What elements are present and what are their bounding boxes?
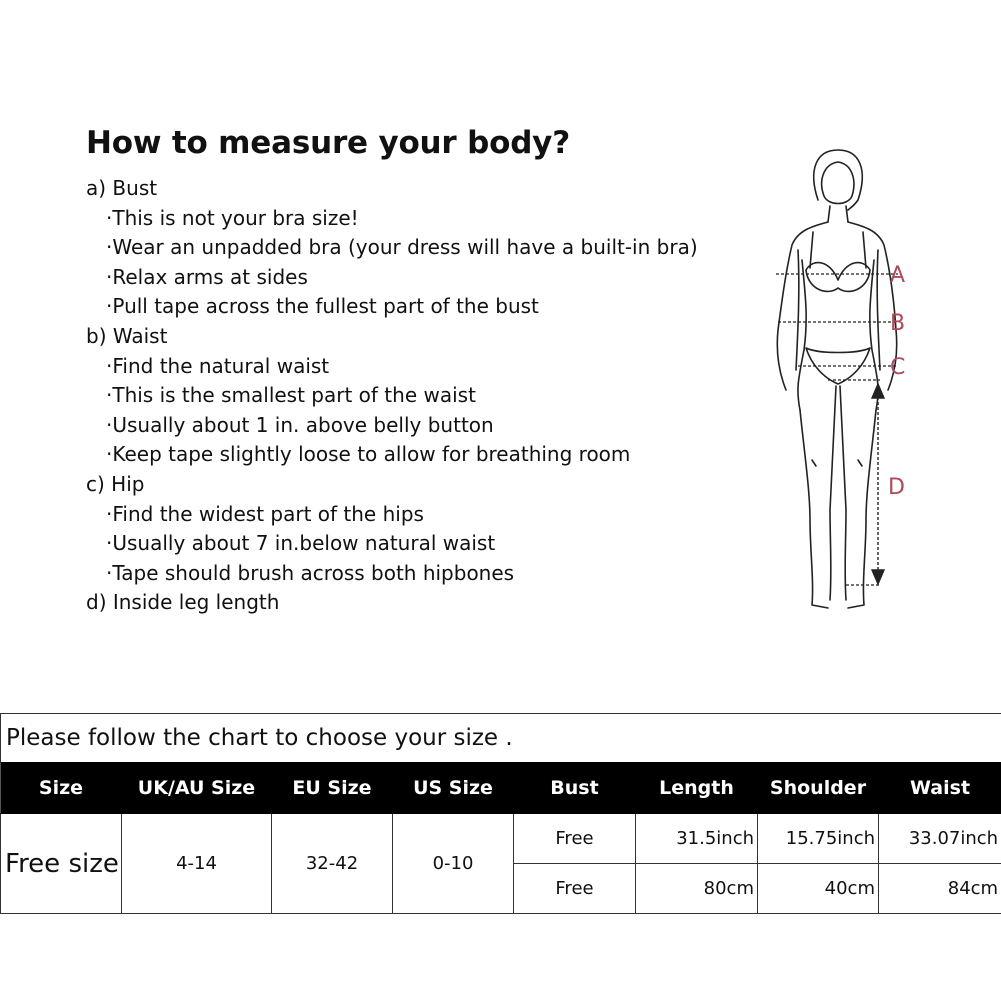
size-name-cell: Free size [1,814,122,914]
hip-tip: ·Usually about 7 in.below natural waist [106,531,496,556]
waist-tip: ·This is the smallest part of the waist [106,383,476,408]
inside-leg-arrow [872,384,884,584]
waist-tip: ·Keep tape slightly loose to allow for breathing room [106,442,631,467]
bust-tip: ·Pull tape across the fullest part of the bust [106,294,539,319]
hip-tip: ·Find the widest part of the hips [106,501,424,526]
shoulder-cell: 15.75inch [758,814,879,864]
marker-b-label: B [890,311,906,336]
hip-tip: ·Tape should brush across both hipbones [106,560,515,585]
header-length: Length [636,763,758,814]
section-inside-leg: d) Inside leg length [86,590,280,615]
header-eu-size: EU Size [272,763,393,814]
waist-tip: ·Usually about 1 in. above belly button [106,412,494,437]
bust-cell: Free [514,864,636,914]
header-bust: Bust [514,763,636,814]
bust-cell: Free [514,814,636,864]
bust-tip: ·Relax arms at sides [106,264,308,289]
guide-title: How to measure your body? [86,125,570,161]
marker-a-label: A [890,263,906,288]
body-measurement-figure [758,140,928,620]
header-us-size: US Size [393,763,514,814]
shoulder-cell: 40cm [758,864,879,914]
marker-c-label: C [890,355,906,380]
marker-d-label: D [888,475,905,500]
bust-tip: ·Wear an unpadded bra (your dress will have a built-in bra) [106,235,698,260]
size-chart-header [1,763,1001,814]
us-size-cell: 0-10 [393,814,514,914]
bust-tip: ·This is not your bra size! [106,205,359,230]
section-hip: c) Hip [86,471,145,496]
waist-tip: ·Find the natural waist [106,353,330,378]
size-chart [0,713,1001,914]
header-shoulder: Shoulder [758,763,879,814]
section-bust: a) Bust [86,176,158,200]
header-uk-au-size: UK/AU Size [122,763,272,814]
table-row [1,814,1001,864]
uk-au-size-cell: 4-14 [122,814,272,914]
measure-guide [86,124,706,618]
header-waist: Waist [879,763,1001,814]
eu-size-cell: 32-42 [272,814,393,914]
waist-cell: 84cm [879,864,1001,914]
length-cell: 31.5inch [636,814,758,864]
size-chart-note: Please follow the chart to choose your size . [1,714,1001,763]
length-cell: 80cm [636,864,758,914]
section-waist: b) Waist [86,323,168,348]
waist-cell: 33.07inch [879,814,1001,864]
header-size: Size [1,763,122,814]
